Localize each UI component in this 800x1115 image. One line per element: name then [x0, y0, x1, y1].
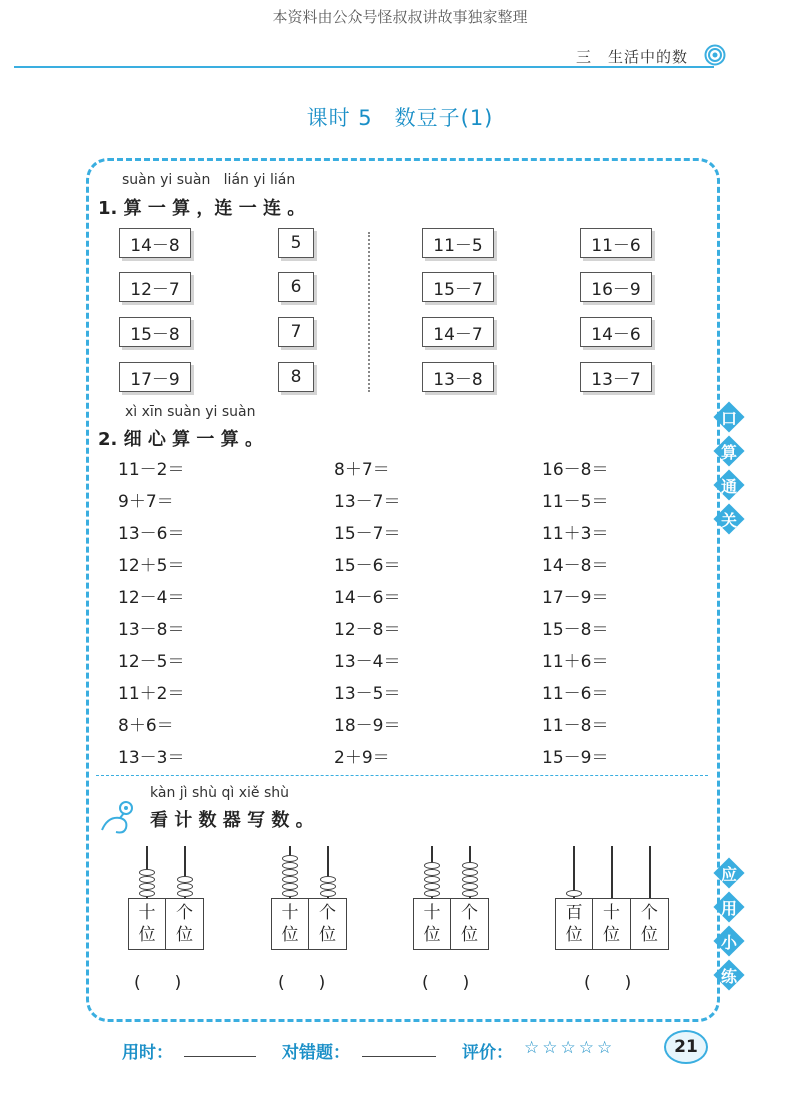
- place-label: 个 位: [319, 903, 336, 945]
- q3-title: 看 计 数 器 写 数 。: [150, 810, 314, 831]
- abacus-rod: [611, 846, 613, 898]
- place-label: 十 位: [593, 899, 630, 949]
- equation[interactable]: 13－5＝: [334, 684, 401, 704]
- equation[interactable]: 13－8＝: [118, 620, 185, 640]
- side-badge: 用: [714, 892, 744, 922]
- abacus-bead: [282, 862, 298, 869]
- abacus-rod: [649, 846, 651, 898]
- time-blank[interactable]: [184, 1056, 256, 1057]
- equation[interactable]: 17－9＝: [542, 588, 609, 608]
- abacus-bead: [282, 876, 298, 883]
- lesson-title: 课时 5 数豆子(1): [306, 106, 494, 130]
- page-number: 21: [664, 1030, 708, 1064]
- abacus-bead: [139, 869, 155, 876]
- number-box[interactable]: 8: [278, 362, 314, 392]
- expr-box[interactable]: 14－7: [422, 317, 494, 347]
- equation[interactable]: 13－4＝: [334, 652, 401, 672]
- place-value-box: [555, 898, 669, 950]
- q1-title: 1. 算 一 算 ，连 一 连 。: [98, 198, 306, 219]
- side-badge: 练: [714, 960, 744, 990]
- abacus-bead: [320, 890, 336, 897]
- equation[interactable]: 15－6＝: [334, 556, 401, 576]
- expr-box[interactable]: 15－8: [119, 317, 191, 347]
- place-label: 十 位: [414, 899, 451, 949]
- q3-pinyin: kàn jì shù qì xiě shù: [150, 785, 289, 801]
- equation[interactable]: 8＋6＝: [118, 716, 174, 736]
- abacus-bead: [566, 890, 582, 897]
- number-box[interactable]: 7: [278, 317, 314, 347]
- place-label: 个 位: [176, 903, 193, 945]
- expr-box[interactable]: 11－5: [422, 228, 494, 258]
- equation[interactable]: 11＋3＝: [542, 524, 609, 544]
- equation[interactable]: 11＋2＝: [118, 684, 185, 704]
- abacus-bead: [177, 890, 193, 897]
- expr-box[interactable]: 13－7: [580, 362, 652, 392]
- equation[interactable]: 12－5＝: [118, 652, 185, 672]
- correct-label: 对错题：: [282, 1043, 350, 1063]
- answer-blank[interactable]: ( ): [422, 973, 470, 993]
- abacus-bead: [320, 876, 336, 883]
- expr-box[interactable]: 14－6: [580, 317, 652, 347]
- expr-box[interactable]: 13－8: [422, 362, 494, 392]
- swirl-icon: [704, 44, 726, 66]
- dotted-divider: [368, 232, 370, 392]
- expr-box[interactable]: 17－9: [119, 362, 191, 392]
- correct-blank[interactable]: [362, 1056, 436, 1057]
- abacus-bead: [462, 862, 478, 869]
- equation[interactable]: 11－8＝: [542, 716, 609, 736]
- place-value-box: [413, 898, 489, 950]
- abacus-bead: [282, 855, 298, 862]
- side-badge: 小: [714, 926, 744, 956]
- equation[interactable]: 15－7＝: [334, 524, 401, 544]
- place-label: 十 位: [129, 899, 166, 949]
- abacus-bead: [139, 883, 155, 890]
- place-label: 个 位: [461, 903, 478, 945]
- equation[interactable]: 2＋9＝: [334, 748, 390, 768]
- q2-pinyin: xì xīn suàn yi suàn: [125, 404, 256, 420]
- abacus-bead: [320, 883, 336, 890]
- time-label: 用时：: [122, 1043, 173, 1063]
- abacus-bead: [462, 890, 478, 897]
- expr-box[interactable]: 14－8: [119, 228, 191, 258]
- equation[interactable]: 11－2＝: [118, 460, 185, 480]
- equation[interactable]: 16－8＝: [542, 460, 609, 480]
- rating-stars[interactable]: ☆☆☆☆☆: [524, 1038, 616, 1058]
- abacus-bead: [462, 883, 478, 890]
- place-value-box: [128, 898, 204, 950]
- expr-box[interactable]: 15－7: [422, 272, 494, 302]
- abacus-bead: [282, 883, 298, 890]
- expr-box[interactable]: 11－6: [580, 228, 652, 258]
- equation[interactable]: 11＋6＝: [542, 652, 609, 672]
- abacus-bead: [424, 890, 440, 897]
- abacus-bead: [139, 876, 155, 883]
- expr-box[interactable]: 12－7: [119, 272, 191, 302]
- chapter-title: 三 生活中的数: [576, 48, 689, 66]
- answer-blank[interactable]: ( ): [584, 973, 632, 993]
- abacus-bead: [177, 876, 193, 883]
- equation[interactable]: 15－8＝: [542, 620, 609, 640]
- section-divider: [96, 775, 708, 776]
- place-label: 百 位: [556, 899, 593, 949]
- equation[interactable]: 14－8＝: [542, 556, 609, 576]
- abacus-bead: [462, 869, 478, 876]
- equation[interactable]: 8＋7＝: [334, 460, 390, 480]
- side-badge: 通: [714, 470, 744, 500]
- abacus-bead: [424, 862, 440, 869]
- abacus-bead: [462, 876, 478, 883]
- equation[interactable]: 13－7＝: [334, 492, 401, 512]
- place-label: 十 位: [272, 899, 309, 949]
- equation[interactable]: 13－3＝: [118, 748, 185, 768]
- abacus-bead: [424, 883, 440, 890]
- side-badge: 关: [714, 504, 744, 534]
- equation[interactable]: 9＋7＝: [118, 492, 174, 512]
- place-value-box: [271, 898, 347, 950]
- equation[interactable]: 11－6＝: [542, 684, 609, 704]
- abacus-bead: [424, 869, 440, 876]
- q2-title: 2. 细 心 算 一 算 。: [98, 429, 263, 450]
- answer-blank[interactable]: ( ): [134, 973, 182, 993]
- q1-pinyin: suàn yi suàn lián yi lián: [122, 172, 296, 188]
- top-note: 本资料由公众号怪叔叔讲故事独家整理: [272, 8, 528, 26]
- equation[interactable]: 15－9＝: [542, 748, 609, 768]
- equation[interactable]: 18－9＝: [334, 716, 401, 736]
- number-box[interactable]: 6: [278, 272, 314, 302]
- abacus-bead: [424, 876, 440, 883]
- answer-blank[interactable]: ( ): [278, 973, 326, 993]
- header-rule: [14, 66, 714, 68]
- equation[interactable]: 12－8＝: [334, 620, 401, 640]
- expr-box[interactable]: 16－9: [580, 272, 652, 302]
- abacus-bead: [282, 890, 298, 897]
- equation[interactable]: 13－6＝: [118, 524, 185, 544]
- number-box[interactable]: 5: [278, 228, 314, 258]
- equation[interactable]: 12－4＝: [118, 588, 185, 608]
- equation[interactable]: 14－6＝: [334, 588, 401, 608]
- equation[interactable]: 11－5＝: [542, 492, 609, 512]
- equation[interactable]: 12＋5＝: [118, 556, 185, 576]
- abacus-bead: [177, 883, 193, 890]
- side-badge: 应: [714, 858, 744, 888]
- snail-pencil-icon: [98, 798, 138, 838]
- abacus-bead: [139, 890, 155, 897]
- side-badge: 算: [714, 436, 744, 466]
- abacus-bead: [282, 869, 298, 876]
- side-badge: 口: [714, 402, 744, 432]
- rating-label: 评价：: [462, 1043, 513, 1063]
- place-label: 个 位: [640, 903, 658, 945]
